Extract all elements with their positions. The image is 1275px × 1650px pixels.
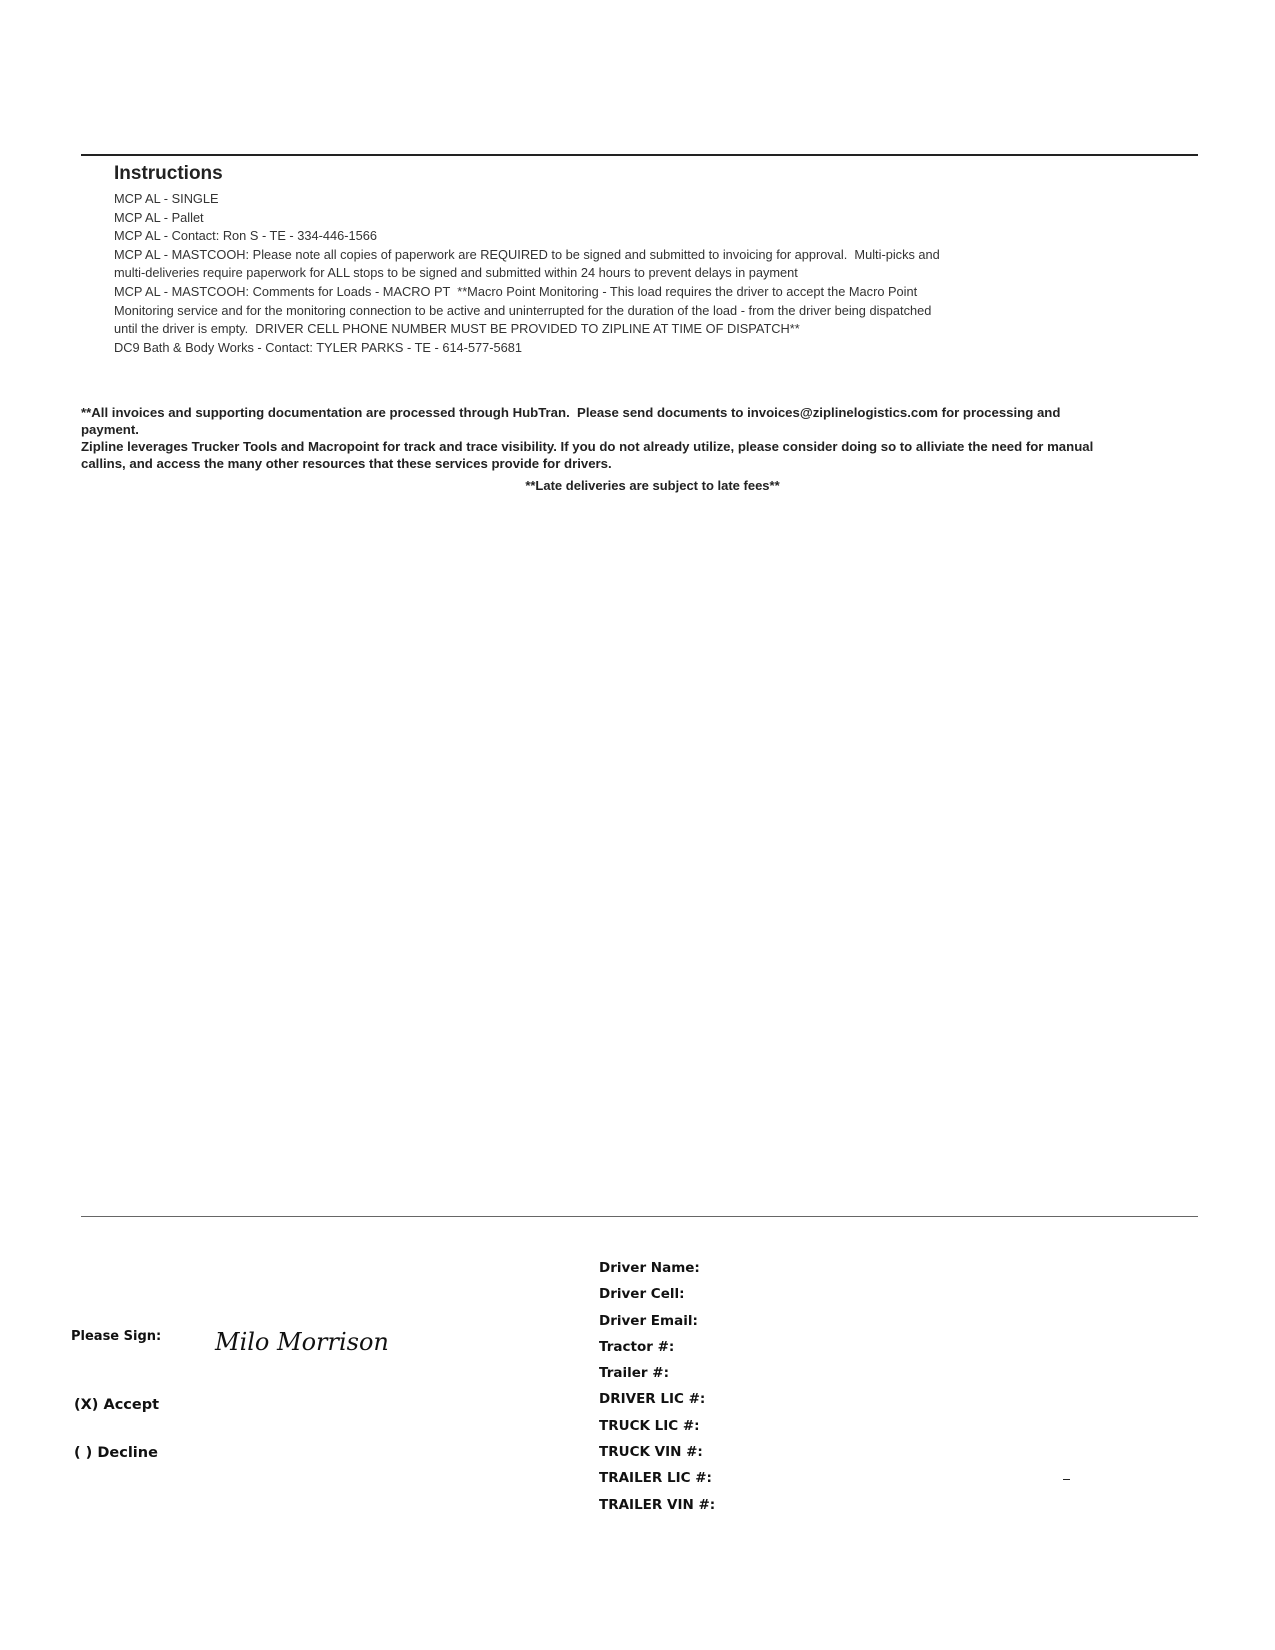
instructions-section (114, 163, 1114, 357)
tractor-number-field[interactable]: Tractor #: (599, 1338, 675, 1355)
hubtran-note: **All invoices and supporting documentation are processed through HubTran. Please send documents to invoices@ziplinelogistics.com for processing and payment. (81, 405, 1065, 437)
instruction-line: Monitoring service and for the monitoring connection to be active and uninterrupted for the duration of the load - from the driver being dispatched (114, 302, 932, 318)
instruction-line: DC9 Bath & Body Works - Contact: TYLER PARKS - TE - 614-577-5681 (114, 339, 523, 355)
truck-vin-field[interactable]: TRUCK VIN #: (599, 1444, 703, 1461)
stray-dash (1063, 1479, 1070, 1480)
accept-option[interactable]: (X) Accept (74, 1397, 160, 1413)
driver-email-field[interactable]: Driver Email: (599, 1312, 698, 1329)
instruction-line: until the driver is empty. DRIVER CELL PHONE NUMBER MUST BE PROVIDED TO ZIPLINE AT TIME OF DISPATCH** (114, 321, 800, 337)
decline-option[interactable]: ( ) Decline (74, 1445, 158, 1461)
trailer-vin-field[interactable]: TRAILER VIN #: (599, 1496, 716, 1513)
billing-notes (81, 404, 1121, 472)
driver-name-field[interactable]: Driver Name: (599, 1260, 700, 1276)
handwritten-signature (213, 1322, 403, 1367)
top-divider (81, 154, 1198, 156)
bottom-divider (81, 1216, 1198, 1217)
trailer-license-field[interactable]: TRAILER LIC #: (599, 1470, 712, 1487)
instruction-line: multi-deliveries require paperwork for ALL stops to be signed and submitted within 24 hours to prevent delays in payment (114, 265, 798, 281)
tracking-note: Zipline leverages Trucker Tools and Macropoint for track and trace visibility. If you do not already utilize, please consider doing so to alliviate the need for manual callins, and access the many other resources that these services provide for drivers. (81, 439, 1097, 471)
please-sign-label: Please Sign: (71, 1329, 162, 1344)
signature-image (213, 1322, 403, 1362)
driver-license-field[interactable]: DRIVER LIC #: (599, 1391, 706, 1408)
instruction-line: MCP AL - Contact: Ron S - TE - 334-446-1566 (114, 228, 377, 244)
instruction-line: MCP AL - Pallet (114, 209, 204, 225)
driver-info-fields (599, 1258, 715, 1521)
driver-cell-field[interactable]: Driver Cell: (599, 1286, 685, 1303)
trailer-number-field[interactable]: Trailer #: (599, 1365, 669, 1382)
instruction-line: MCP AL - SINGLE (114, 191, 219, 206)
instructions-heading: Instructions (114, 163, 223, 184)
signature-text: Milo Morrison (215, 1328, 389, 1356)
late-fees-note: **Late deliveries are subject to late fees** (525, 478, 780, 493)
instruction-line: MCP AL - MASTCOOH: Comments for Loads - MACRO PT **Macro Point Monitoring - This load requires the driver to accept the Macro Point (114, 283, 918, 299)
truck-license-field[interactable]: TRUCK LIC #: (599, 1417, 700, 1434)
instruction-line: MCP AL - MASTCOOH: Please note all copies of paperwork are REQUIRED to be signed and submitted to invoicing for approval. Multi-picks and (114, 246, 940, 262)
